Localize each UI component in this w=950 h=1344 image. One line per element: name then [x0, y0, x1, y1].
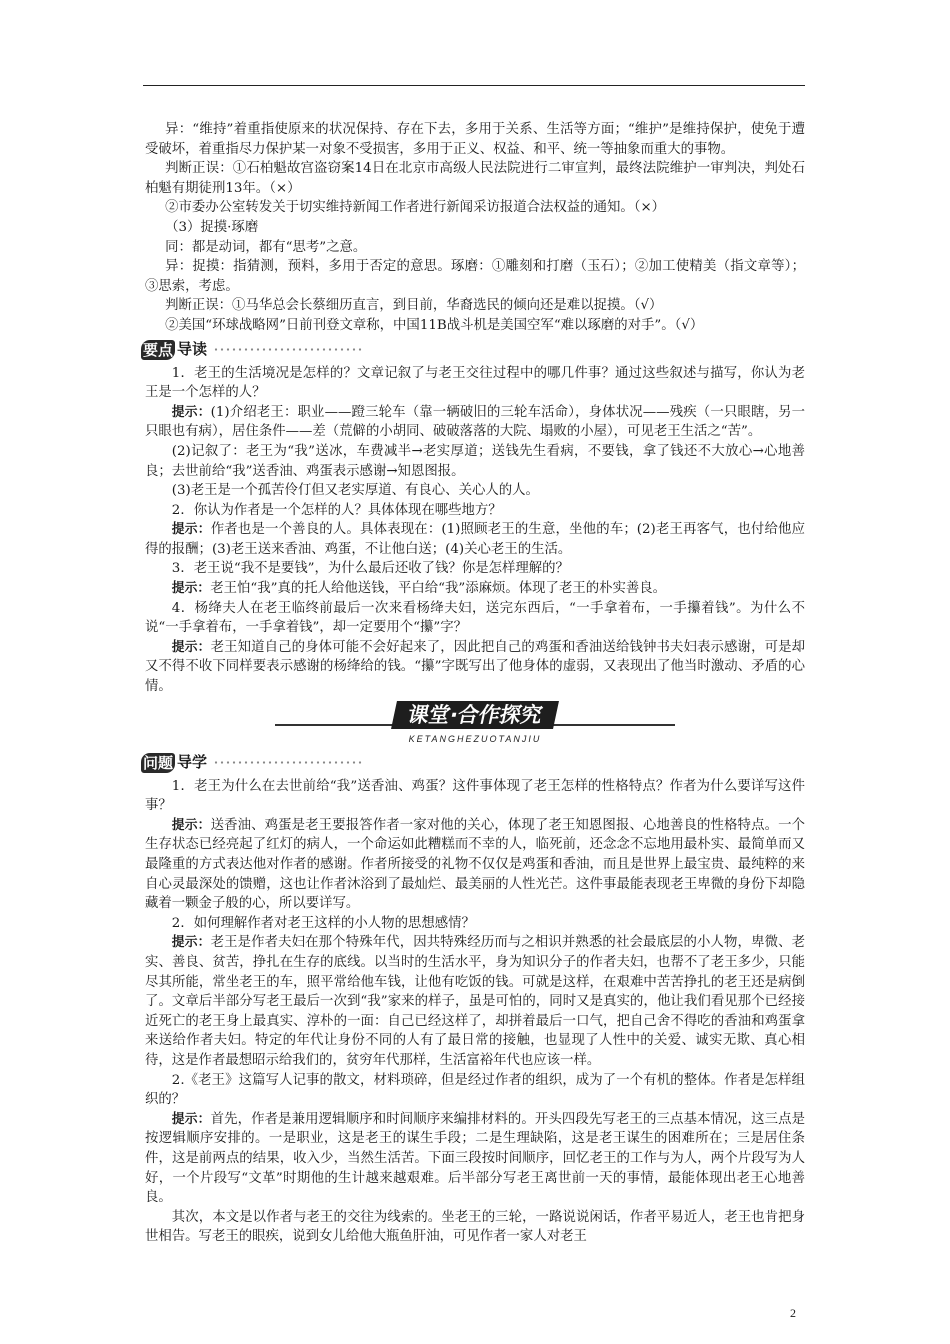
- question: 1．老王为什么在去世前给“我”送香油、鸡蛋？这件事体现了老王怎样的性格特点？作者为什么要详写这件事？: [145, 778, 805, 814]
- answer: (2)记叙了：老王为“我”送冰，车费减半→老实厚道；送钱先生看病，不要钱，拿了钱还不大放心→心地善良；去世前给“我”送香油、鸡蛋表示感谢→知恩图报。: [145, 443, 805, 479]
- tip-label: 提示：: [171, 935, 211, 951]
- answer: 老王知道自己的身体可能不会好起来了，因此把自己的鸡蛋和香油送给钱钟书夫妇表示感谢，可是却又不得不收下同样要表示感谢的杨绛给的钱。“攥”字既写出了他身体的虚弱，又表现出了他当时激动、矛盾的心情。: [145, 639, 806, 695]
- answer: 其次，本文是以作者与老王的交往为线索的。坐老王的三轮，一路说说闲话，作者平易近人，老王也肯把身世相告。写老王的眼疾，说到女儿给他大瓶鱼肝油，可见作者一家人对老王: [145, 1209, 805, 1245]
- banner-subtitle: KETANGHEZUOTANJIU: [408, 733, 542, 744]
- question: 4．杨绛夫人在老王临终前最后一次来看杨绛夫妇，送完东西后，“一手拿着布，一手攥着钱”。为什么不说“一手拿着布，一手拿着钱”，却一定要用个“攥”字？: [145, 600, 805, 636]
- question: 1．老王的生活境况是怎样的？文章记叙了与老王交往过程中的哪几件事？通过这些叙述与描写，你认为老王是一个怎样的人？: [145, 365, 805, 401]
- intro-paragraph: 异：捉摸：指猜测，预料，多用于否定的意思。琢磨：①雕刻和打磨（玉石）；②加工使精美（指文章等）；③思索，考虑。: [145, 259, 805, 294]
- section-badge: 要点: [143, 340, 174, 359]
- section-title: 导读: [177, 339, 208, 358]
- intro-paragraph: （3）捉摸·琢磨: [165, 219, 259, 235]
- dotted-divider: [213, 348, 363, 351]
- answer: 首先，作者是兼用逻辑顺序和时间顺序来编排材料的。开头四段先写老王的三点基本情况，这三点是按逻辑顺序安排的。一是职业，这是老王的谋生手段；二是生理缺陷，这是老王谋生的困难所在；三是居住条件，这是前两点的结果，收入少，当然生活苦。下面三段按时间顺序，回忆老王的工作与为人，两个片段写为人好，一个片段写“文革”时期他的生计越来越艰难。后半部分写老王离世前一天的事情，最能体现出老王心地善良。: [145, 1111, 806, 1206]
- header-rule: [143, 85, 805, 86]
- tip-label: 提示：: [171, 1111, 211, 1127]
- intro-paragraph: ②市委办公室转发关于切实维持新闻工作者进行新闻采访报道合法权益的通知。（×）: [165, 200, 666, 216]
- answer: (3)老王是一个孤苦伶仃但又老实厚道、有良心、关心人的人。: [171, 483, 539, 499]
- question: 2．如何理解作者对老王这样的小人物的思想感情？: [171, 915, 475, 931]
- section-heading-problems: [141, 751, 805, 775]
- question: 2．你认为作者是一个怎样的人？具体体现在哪些地方？: [171, 502, 502, 518]
- tip-label: 提示：: [171, 581, 211, 597]
- section-badge: 问题: [143, 753, 174, 772]
- dotted-divider: [213, 761, 363, 764]
- question: 2.《老王》这篇写人记事的散文，材料琐碎，但是经过作者的组织，成为了一个有机的整体。作者是怎样组织的？: [145, 1072, 805, 1108]
- tip-label: 提示：: [171, 817, 211, 833]
- intro-paragraph: ②美国“环球战略网”日前刊登文章称，中国11B战斗机是美国空军“难以琢磨的对手”。（√）: [165, 317, 704, 333]
- intro-paragraph: 判断正误：①马华总会长蔡细历直言，到目前，华裔选民的倾向还是难以捉摸。（√）: [165, 298, 663, 314]
- page-number: 2: [790, 1306, 796, 1320]
- answer: 老王怕“我”真的托人给他送钱，平白给“我”添麻烦。体现了老王的朴实善良。: [210, 581, 667, 597]
- answer: 老王是作者夫妇在那个特殊年代，因共特殊经历而与之相识并熟悉的社会最底层的小人物，卑微、老实、善良、贫苦，挣扎在生存的底线。以当时的生活水平，身为知识分子的作者夫妇，也帮不了老王多少，只能尽其所能，常坐老王的车，照平常给他车钱，让他有吃饭的钱。可就是这样，在艰难中苦苦挣扎的老王还是病倒了。文章后半部分写老王最后一次到“我”家来的样子，虽是可怕的，同时又是真实的，他让我们看见那个已经接近死亡的老王身上最真实、淳朴的一面：自己已经这样了，却拼着最后一口气，把自己舍不得吃的香油和鸡蛋拿来送给作者夫妇。特定的年代让身份不同的人有了最日常的接触，也显现了人性中的关爱、诚实无欺、真心相待，这是作者最想昭示给我们的，贫穷年代那样，生活富裕年代也应该一样。: [145, 935, 806, 1068]
- intro-paragraph: 判断正误：①石柏魁故宫盗窃案14日在北京市高级人民法院进行二审宣判，最终法院维护一审判决，判处石柏魁有期徒刑13年。（×）: [145, 161, 805, 196]
- answer: (1)介绍老王：职业——蹬三轮车（靠一辆破旧的三轮车活命），身体状况——残疾（一只眼瞎，另一只眼也有病），居住条件——差（荒僻的小胡同、破破落落的大院、塌败的小屋），可见老王生活之“苦”。: [145, 404, 806, 440]
- tip-label: 提示：: [171, 522, 211, 538]
- answer: 作者也是一个善良的人。具体表现在：(1)照顾老王的生意，坐他的车；(2)老王再客气，也付给他应得的报酬；(3)老王送来香油、鸡蛋，不让他白送；(4)关心老王的生活。: [145, 522, 806, 557]
- intro-paragraph: 同：都是动词，都有“思考”之意。: [165, 239, 367, 255]
- page-content: [145, 120, 805, 1247]
- tip-label: 提示：: [171, 639, 211, 655]
- tip-label: 提示：: [171, 404, 211, 420]
- answer: 送香油、鸡蛋是老王要报答作者一家对他的关心，体现了老王知恩图报、心地善良的性格特点。一个生存状态已经亮起了红灯的病人，一个命运如此糟糕而不幸的人，临死前，还念念不忘地用最朴实、最简单而又最隆重的方式表达他对作者的感谢。作者所接受的礼物不仅仅是鸡蛋和香油，而且是世界上最宝贵、最纯粹的来自心灵最深处的馈赠，这也让作者沐浴到了最灿烂、最美丽的人性光芒。这件事最能表现老王卑微的身份下却隐藏着一颗金子般的心，所以要详写。: [145, 817, 806, 912]
- section-title: 导学: [177, 752, 208, 771]
- question: 3．老王说“我不是要钱”，为什么最后还收了钱？你是怎样理解的？: [171, 561, 569, 577]
- section-banner: [145, 701, 805, 745]
- section-heading-key-points: [141, 338, 805, 362]
- intro-paragraph: 异：“维持”着重指使原来的状况保持、存在下去，多用于关系、生活等方面；“维护”是维持保护，使免于遭受破坏，着重指尽力保护某一对象不受损害，多用于正义、权益、和平、统一等抽象而重大的事物。: [145, 122, 805, 157]
- banner-title: 课堂·合作探究: [391, 701, 559, 729]
